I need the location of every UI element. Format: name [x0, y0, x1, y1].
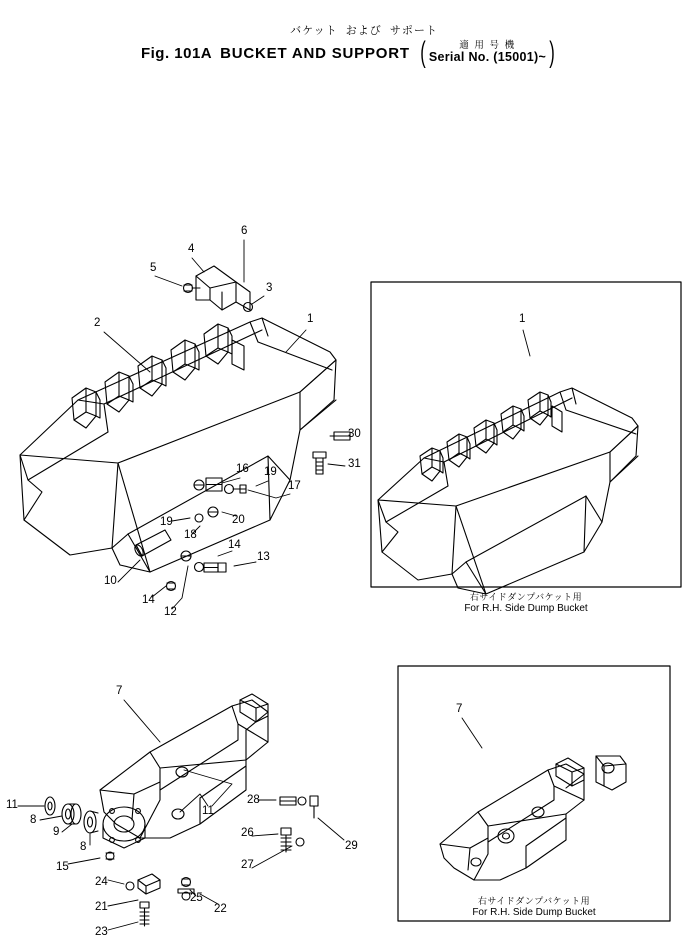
callout-11-a: 11 — [6, 799, 18, 811]
callout-10: 10 — [104, 575, 117, 587]
callout-7: 7 — [116, 685, 123, 697]
callout-15: 15 — [56, 861, 69, 873]
paren-right: ) — [549, 36, 555, 69]
callout-14-b: 14 — [142, 594, 155, 606]
inset-support-caption-english: For R.H. Side Dump Bucket — [472, 907, 596, 919]
callout-17: 17 — [288, 480, 301, 492]
inset-callout-7: 7 — [456, 703, 463, 715]
callout-16: 16 — [236, 463, 249, 475]
main-support-illustration — [45, 694, 318, 926]
page-title — [0, 22, 698, 69]
inset-bucket-caption-english: For R.H. Side Dump Bucket — [464, 603, 588, 615]
callout-18: 18 — [184, 529, 197, 541]
callout-19-a: 19 — [264, 466, 277, 478]
callout-26: 26 — [241, 827, 254, 839]
paren-left: ( — [420, 36, 426, 69]
callout-28: 28 — [247, 794, 260, 806]
inset-support-caption — [398, 896, 670, 920]
callout-6: 6 — [241, 225, 248, 237]
inset-box-bucket — [371, 282, 681, 594]
callout-31: 31 — [348, 458, 361, 470]
figure-number: Fig. 101A — [140, 44, 213, 62]
inset-bucket-caption — [371, 592, 681, 616]
title-japanese: バケット および サポート — [290, 25, 438, 37]
callout-27: 27 — [241, 859, 254, 871]
callout-22: 22 — [214, 903, 227, 915]
callout-4: 4 — [188, 243, 195, 255]
callout-11-b: 11 — [202, 805, 214, 817]
inset-bucket-caption-japanese: 右サイドダンプバケット用 — [469, 592, 583, 602]
callout-2: 2 — [94, 317, 101, 329]
callout-1: 1 — [307, 313, 314, 325]
inset-box-support — [398, 666, 670, 921]
callout-20: 20 — [232, 514, 245, 526]
serial-note — [418, 36, 557, 69]
callout-29: 29 — [345, 840, 358, 852]
callout-24: 24 — [95, 876, 108, 888]
callout-8-b: 8 — [80, 841, 87, 853]
callout-8-a: 8 — [30, 814, 37, 826]
callout-19-b: 19 — [160, 516, 173, 528]
serial-label-japanese: 適 用 号 機 — [459, 40, 516, 52]
main-bucket-illustration — [20, 266, 350, 591]
callout-25: 25 — [190, 892, 203, 904]
callout-14-a: 14 — [228, 539, 241, 551]
inset-support-caption-japanese: 右サイドダンプバケット用 — [477, 896, 591, 906]
title-english: BUCKET AND SUPPORT — [220, 44, 410, 62]
callout-13: 13 — [257, 551, 270, 563]
callout-23: 23 — [95, 926, 108, 938]
callout-5: 5 — [150, 262, 157, 274]
callout-9: 9 — [53, 826, 60, 838]
callout-30: 30 — [348, 428, 361, 440]
callout-12: 12 — [164, 606, 177, 618]
inset-callout-1: 1 — [519, 313, 526, 325]
callout-3: 3 — [266, 282, 273, 294]
leader-lines — [18, 240, 530, 930]
serial-number: Serial No. (15001)~ — [428, 50, 547, 65]
callout-21: 21 — [95, 901, 108, 913]
